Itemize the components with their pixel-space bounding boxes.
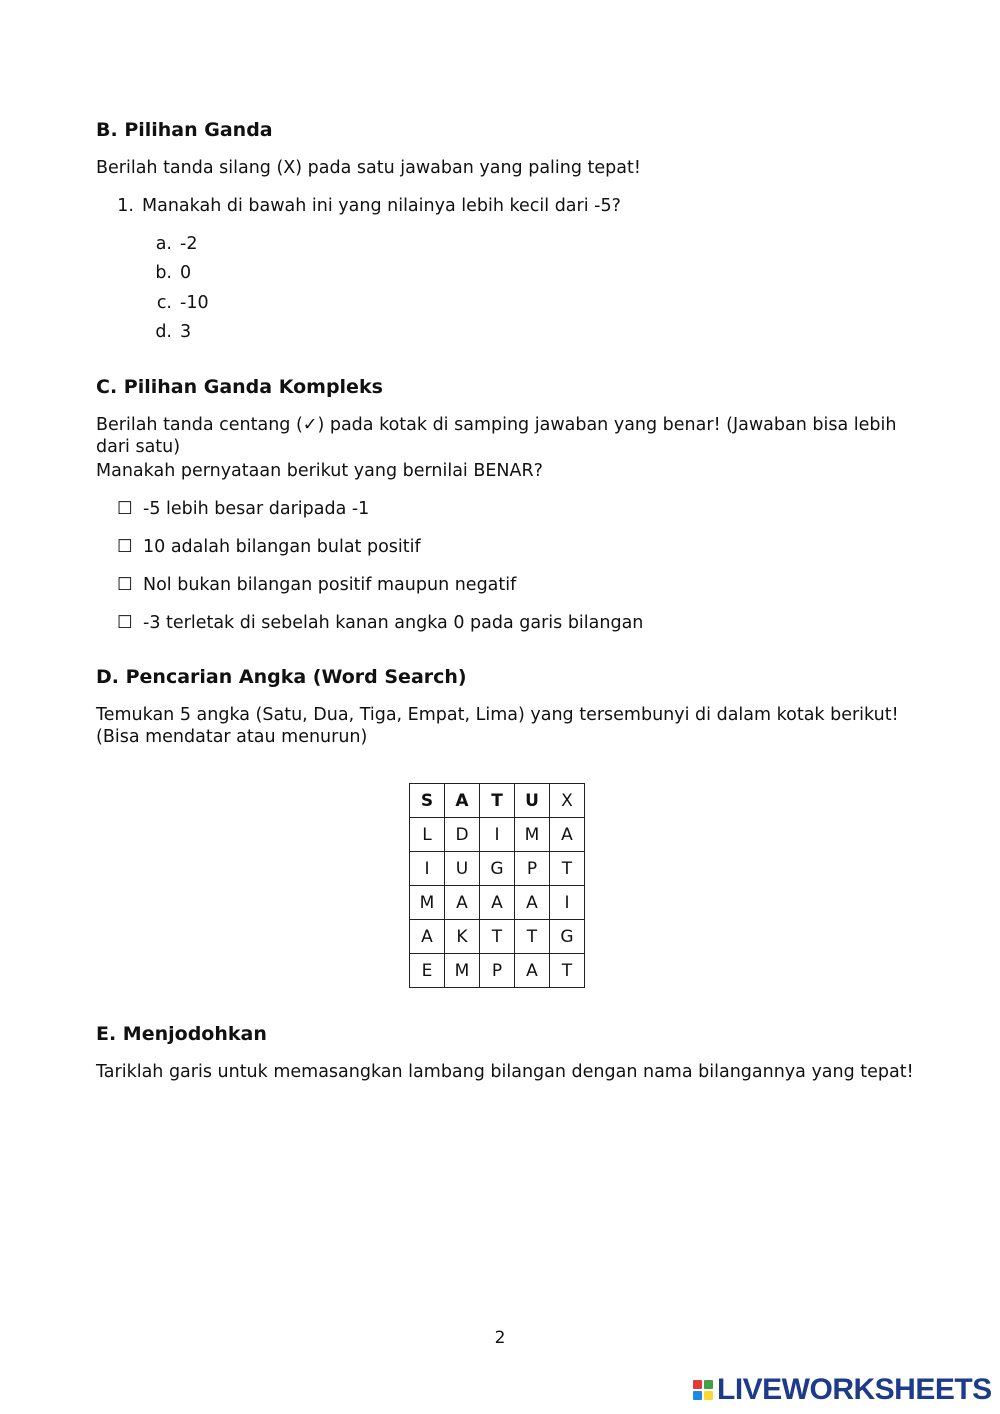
statement-4[interactable]	[117, 612, 643, 634]
grid-row	[410, 852, 585, 886]
logo-square	[704, 1380, 713, 1389]
grid-cell[interactable]: I	[480, 818, 515, 852]
logo-square	[693, 1391, 702, 1400]
question-1	[108, 195, 621, 217]
grid-cell[interactable]: A	[515, 886, 550, 920]
section-c-instruction: Berilah tanda centang (✓) pada kotak di samping jawaban yang benar! (Jawaban bisa lebih dari satu)	[96, 415, 897, 457]
logo-text: LIVEWORKSHEETS	[717, 1373, 992, 1406]
option-letter: d.	[155, 322, 172, 342]
checkbox-icon[interactable]: ☐	[117, 537, 133, 557]
option-letter: c.	[156, 293, 172, 313]
option-a[interactable]	[146, 233, 197, 255]
grid-cell[interactable]: T	[515, 920, 550, 954]
option-letter: b.	[155, 263, 172, 283]
section-d-heading: D. Pencarian Angka (Word Search)	[96, 666, 467, 688]
statement-1[interactable]	[117, 498, 369, 520]
grid-row	[410, 954, 585, 988]
grid-cell[interactable]: U	[515, 784, 550, 818]
grid-cell[interactable]: E	[410, 954, 445, 988]
grid-cell[interactable]: A	[445, 886, 480, 920]
grid-row	[410, 818, 585, 852]
option-c[interactable]	[146, 292, 209, 314]
checkbox-icon[interactable]: ☐	[117, 575, 133, 595]
grid-cell[interactable]: U	[445, 852, 480, 886]
grid-cell[interactable]: I	[410, 852, 445, 886]
section-b-instruction: Berilah tanda silang (X) pada satu jawaban yang paling tepat!	[96, 158, 641, 178]
grid-cell[interactable]: L	[410, 818, 445, 852]
option-letter: a.	[155, 234, 172, 254]
grid-cell[interactable]: X	[550, 784, 585, 818]
grid-cell[interactable]: A	[515, 954, 550, 988]
grid-cell[interactable]: A	[480, 886, 515, 920]
grid-cell[interactable]: P	[480, 954, 515, 988]
statement-text: 10 adalah bilangan bulat positif	[143, 537, 421, 557]
grid-cell[interactable]: D	[445, 818, 480, 852]
grid-row	[410, 886, 585, 920]
grid-cell[interactable]: A	[445, 784, 480, 818]
page-number: 2	[494, 1328, 506, 1348]
grid-row	[410, 784, 585, 818]
logo-square	[693, 1380, 702, 1389]
option-text: 3	[180, 322, 192, 342]
logo-mark-icon	[693, 1380, 713, 1400]
statement-text: -5 lebih besar daripada -1	[143, 499, 370, 519]
grid-cell[interactable]: T	[480, 920, 515, 954]
section-e-heading: E. Menjodohkan	[96, 1023, 267, 1045]
option-b[interactable]	[146, 262, 191, 284]
statement-3[interactable]	[117, 574, 516, 596]
grid-cell[interactable]: G	[480, 852, 515, 886]
option-text: -2	[180, 234, 198, 254]
checkbox-icon[interactable]: ☐	[117, 499, 133, 519]
statement-text: Nol bukan bilangan positif maupun negatif	[143, 575, 517, 595]
question-text: Manakah di bawah ini yang nilainya lebih kecil dari -5?	[142, 196, 621, 216]
option-d[interactable]	[146, 321, 191, 343]
grid-cell[interactable]: A	[550, 818, 585, 852]
grid-cell[interactable]: A	[410, 920, 445, 954]
grid-cell[interactable]: T	[480, 784, 515, 818]
grid-cell[interactable]: I	[550, 886, 585, 920]
grid-cell[interactable]: T	[550, 852, 585, 886]
section-b-heading: B. Pilihan Ganda	[96, 119, 273, 141]
grid-cell[interactable]: S	[410, 784, 445, 818]
section-c-heading: C. Pilihan Ganda Kompleks	[96, 376, 383, 398]
grid-cell[interactable]: M	[410, 886, 445, 920]
grid-row	[410, 920, 585, 954]
grid-cell[interactable]: M	[515, 818, 550, 852]
grid-cell[interactable]: G	[550, 920, 585, 954]
section-c-question: Manakah pernyataan berikut yang bernilai BENAR?	[96, 461, 543, 481]
checkbox-icon[interactable]: ☐	[117, 613, 133, 633]
section-e-instruction: Tariklah garis untuk memasangkan lambang bilangan dengan nama bilangannya yang tepat!	[96, 1062, 914, 1082]
logo-square	[704, 1391, 713, 1400]
section-d-instruction: Temukan 5 angka (Satu, Dua, Tiga, Empat, Lima) yang tersembunyi di dalam kotak berikut! (Bisa mendatar atau menurun)	[96, 705, 899, 747]
grid-cell[interactable]: M	[445, 954, 480, 988]
statement-2[interactable]	[117, 536, 421, 558]
word-search-grid	[409, 783, 585, 988]
question-number: 1.	[117, 196, 134, 216]
statement-text: -3 terletak di sebelah kanan angka 0 pada garis bilangan	[143, 613, 644, 633]
option-text: 0	[180, 263, 192, 283]
grid-cell[interactable]: K	[445, 920, 480, 954]
grid-cell[interactable]: T	[550, 954, 585, 988]
option-text: -10	[180, 293, 209, 313]
grid-cell[interactable]: P	[515, 852, 550, 886]
liveworksheets-logo[interactable]	[693, 1374, 992, 1406]
